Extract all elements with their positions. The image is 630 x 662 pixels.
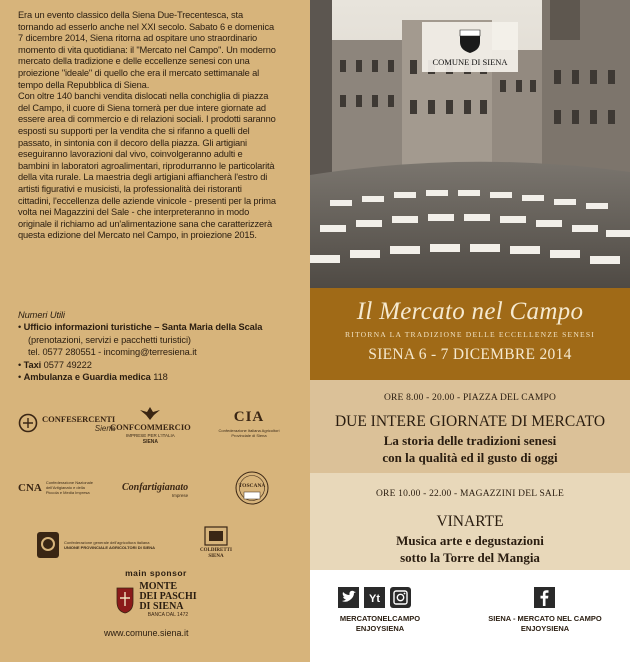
logo-row-3 <box>18 525 288 565</box>
social-icons-left <box>338 587 411 608</box>
sale-line-1: Musica arte e degustazioni <box>396 533 544 548</box>
website-link[interactable]: www.comune.siena.it <box>104 628 189 638</box>
title-banner <box>310 288 630 380</box>
tourist-office-detail: (prenotazioni, servizi e pacchetti turistici) <box>28 334 191 345</box>
sale-section <box>310 473 630 570</box>
intro-paragraph-2: Con oltre 140 banchi vendita dislocati nella conchiglia di piazza del Campo, il cuore di Siena tornerà per due intere giornate ad essere area di commercio e di relazioni sociali. I prodotti saranno esposti su supporti per la vendita che si rifanno a quelli del passato, in sintonia con il decoro della piazza. Gli artigiani eseguiranno lavorazioni dal vivo, coinvolgeranno adulti e bambini in laboratori agroalimentari, riprodurranno le particolarità della vita rurale. La maestria degli artigiani affiancherà l'estro di artisti figurativi e musicisti, la professionalità dei ristoranti cittadini, l'eccellenza delle aziende vinicole - presenti per la prima volta nei Magazzini del Sale - che interpreteranno in modo originale il richiamo ad un'alimentazione sana che caratterizzerà questa edizione del Mercato nel Campo, in proiezione 2015. <box>18 91 276 241</box>
social-left-line-1: MERCATONELCAMPO <box>339 614 421 623</box>
confesercenti-icon <box>18 413 38 433</box>
social-right-label <box>482 614 608 634</box>
sale-time: ORE 10.00 - 22.00 - MAGAZZINI DEL SALE <box>376 489 564 499</box>
piazza-photo-illustration <box>310 0 630 288</box>
cia-logo: CIA Confederazione Italiana Agricoltori Provinciale di Siena <box>218 409 280 438</box>
youtube-icon[interactable] <box>364 587 385 608</box>
mps-logo: MONTE DEI PASCHI DI SIENA BANCA DAL 1472 <box>96 582 216 618</box>
intro-text <box>18 10 276 242</box>
tourist-office: • Ufficio informazioni turistiche – Santa Maria della Scala <box>18 322 263 333</box>
ambulance-number: 118 <box>153 372 168 383</box>
campo-line-1: La storia delle tradizioni senesi <box>383 433 557 448</box>
event-title: Il Mercato nel Campo <box>356 298 584 325</box>
instagram-icon[interactable] <box>390 587 411 608</box>
useful-numbers <box>18 309 288 383</box>
confcommercio-logo: CONFCOMMERCIO IMPRESE PER L'ITALIA SIENA <box>110 405 191 445</box>
sale-line-2: sotto la Torre del Mangia <box>400 550 540 565</box>
confartigianato-logo: Confartigianato Imprese <box>122 482 189 498</box>
campo-section <box>310 380 630 473</box>
coldiretti-logo: COLDIRETTI SIENA <box>200 525 232 559</box>
event-subtitle: RITORNA LA TRADIZIONE DELLE ECCELLENZE SENESI <box>344 330 596 339</box>
svg-text:Yt: Yt <box>369 593 380 605</box>
sale-headline: VINARTE <box>436 513 504 530</box>
coldiretti-icon <box>203 525 229 547</box>
agri-logo: Confederazione generale dell'agricoltura italiana UNIONE PROVINCIALE AGRICOLTORI DI SIENA <box>36 531 174 559</box>
logo-row-1 <box>18 405 288 445</box>
toscana-logo: TOSCANA <box>234 470 270 506</box>
facebook-icon[interactable] <box>534 587 555 608</box>
social-right-line-2: ENJOYSIENA <box>520 624 570 633</box>
campo-time: ORE 8.00 - 20.00 - PIAZZA DEL CAMPO <box>383 393 557 403</box>
taxi-label: Taxi <box>23 359 42 370</box>
ambulance: • Ambulanza e Guardia medica 118 <box>18 372 168 383</box>
useful-numbers-title: Numeri Utili <box>18 310 65 320</box>
comune-di-siena-label: COMUNE DI SIENA <box>432 57 508 67</box>
cna-logo: CNA Confederazione Nazionale dell'Artigianato e della Piccola e Media Impresa <box>18 480 93 495</box>
campo-headline: DUE INTERE GIORNATE DI MERCATO <box>334 413 606 430</box>
agri-icon <box>36 531 60 559</box>
tourist-office-label: Ufficio informazioni turistiche – Santa Maria della Scala <box>23 322 263 333</box>
intro-paragraph-1: Era un evento classico della Siena Due-Trecentesca, sta tornando ad esserlo anche nel XXI secolo. Sabato 6 e domenica 7 dicembre 2014, Siena ritorna ad ospitare uno straordinario momento di vita quotidiana: il "Mercato nel Campo". Un moderno mercato della tradizione e delle eccellenze senesi con una proiezione "ideale" di quello che era il mercato settimanale al tempo della Repubblica di Siena. <box>18 10 276 90</box>
taxi: • Taxi 0577 49222 <box>18 359 92 370</box>
left-panel <box>0 0 310 662</box>
main-sponsor <box>96 568 216 618</box>
eagle-icon <box>139 405 161 421</box>
event-date: SIENA 6 - 7 DICEMBRE 2014 <box>368 346 572 363</box>
twitter-icon[interactable] <box>338 587 359 608</box>
social-right-line-1: SIENA - MERCATO NEL CAMPO <box>488 614 602 623</box>
piazza-del-campo-photo <box>310 0 630 288</box>
campo-line-2: con la qualità ed il gusto di oggi <box>382 450 558 465</box>
confesercenti-logo: CONFESERCENTI Siena <box>18 413 115 433</box>
tourist-office-contact: tel. 0577 280551 - incoming@terresiena.it <box>28 347 197 358</box>
taxi-number: 0577 49222 <box>43 359 92 370</box>
social-icons-right <box>534 587 555 608</box>
main-sponsor-label: main sponsor <box>125 568 187 578</box>
ambulance-label: Ambulanza e Guardia medica <box>23 372 151 383</box>
social-section <box>310 570 630 662</box>
logo-row-2 <box>18 470 288 510</box>
social-left-label <box>330 614 430 634</box>
mps-crest-icon <box>115 586 135 614</box>
social-left-line-2: ENJOYSIENA <box>355 624 405 633</box>
right-panel <box>310 0 630 662</box>
